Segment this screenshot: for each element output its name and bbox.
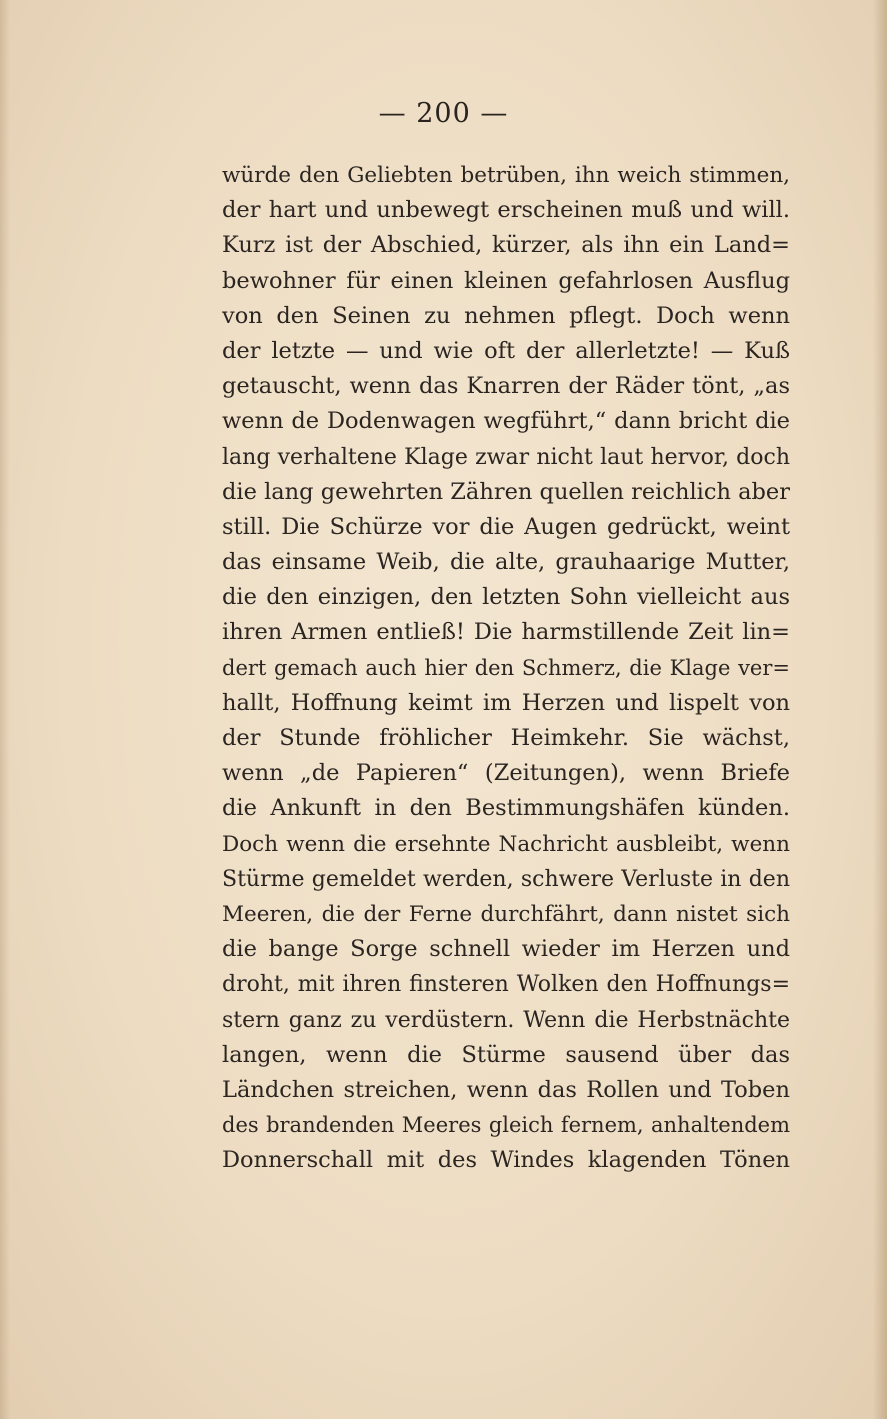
text-line: still. Die Schürze vor die Augen gedrückt, weint [222, 513, 790, 540]
text-line: Meeren, die der Ferne durchfährt, dann nistet sich [222, 901, 790, 927]
text-line: Donnerschall mit des Windes klagenden Tönen [222, 1147, 790, 1174]
text-line: von den Seinen zu nehmen pflegt. Doch wenn [222, 302, 790, 329]
text-line: droht, mit ihren finsteren Wolken den Hoffnungs= [222, 972, 790, 998]
text-line: wenn de Dodenwagen wegführt,“ dann bricht die [222, 408, 790, 435]
text-line: Ländchen streichen, wenn das Rollen und Toben [222, 1076, 790, 1103]
text-line: Stürme gemeldet werden, schwere Verluste in den [222, 866, 790, 892]
text-line: wenn „de Papieren“ (Zeitungen), wenn Briefe [222, 760, 790, 787]
text-line: die lang gewehrten Zähren quellen reichlich aber [222, 478, 790, 505]
page-number: — 200 — [378, 98, 509, 129]
body-text [222, 158, 790, 1178]
text-line: lang verhaltene Klage zwar nicht laut hervor, doch [222, 444, 790, 470]
text-line: stern ganz zu verdüstern. Wenn die Herbstnächte [222, 1007, 790, 1033]
text-line: das einsame Weib, die alte, grauhaarige Mutter, [222, 549, 790, 576]
text-line: würde den Geliebten betrüben, ihn weich stimmen, [222, 163, 790, 188]
page-edge-right [873, 0, 887, 1419]
text-line: die den einzigen, den letzten Sohn vielleicht aus [222, 584, 790, 611]
text-line: die Ankunft in den Bestimmungshäfen künden. [222, 795, 790, 822]
text-line: der hart und unbewegt erscheinen muß und will. [222, 197, 790, 224]
text-line: langen, wenn die Stürme sausend über das [222, 1041, 790, 1068]
text-line: Doch wenn die ersehnte Nachricht ausbleibt, wenn [222, 831, 790, 857]
text-line: hallt, Hoffnung keimt im Herzen und lispelt von [222, 689, 790, 716]
text-line: der letzte — und wie oft der allerletzte! — Kuß [222, 337, 790, 364]
text-line: Kurz ist der Abschied, kürzer, als ihn ein Land= [222, 232, 790, 259]
text-line: dert gemach auch hier den Schmerz, die Klage ver= [222, 655, 790, 680]
text-line: ihren Armen entließ! Die harmstillende Zeit lin= [222, 619, 790, 646]
page-edge-left [0, 0, 10, 1419]
text-line: des brandenden Meeres gleich fernem, anhaltendem [222, 1113, 790, 1138]
text-line: bewohner für einen kleinen gefahrlosen Ausflug [222, 267, 790, 294]
text-line: die bange Sorge schnell wieder im Herzen und [222, 936, 790, 963]
text-line: der Stunde fröhlicher Heimkehr. Sie wächst, [222, 725, 790, 751]
text-line: getauscht, wenn das Knarren der Räder tönt, „as [222, 373, 790, 400]
